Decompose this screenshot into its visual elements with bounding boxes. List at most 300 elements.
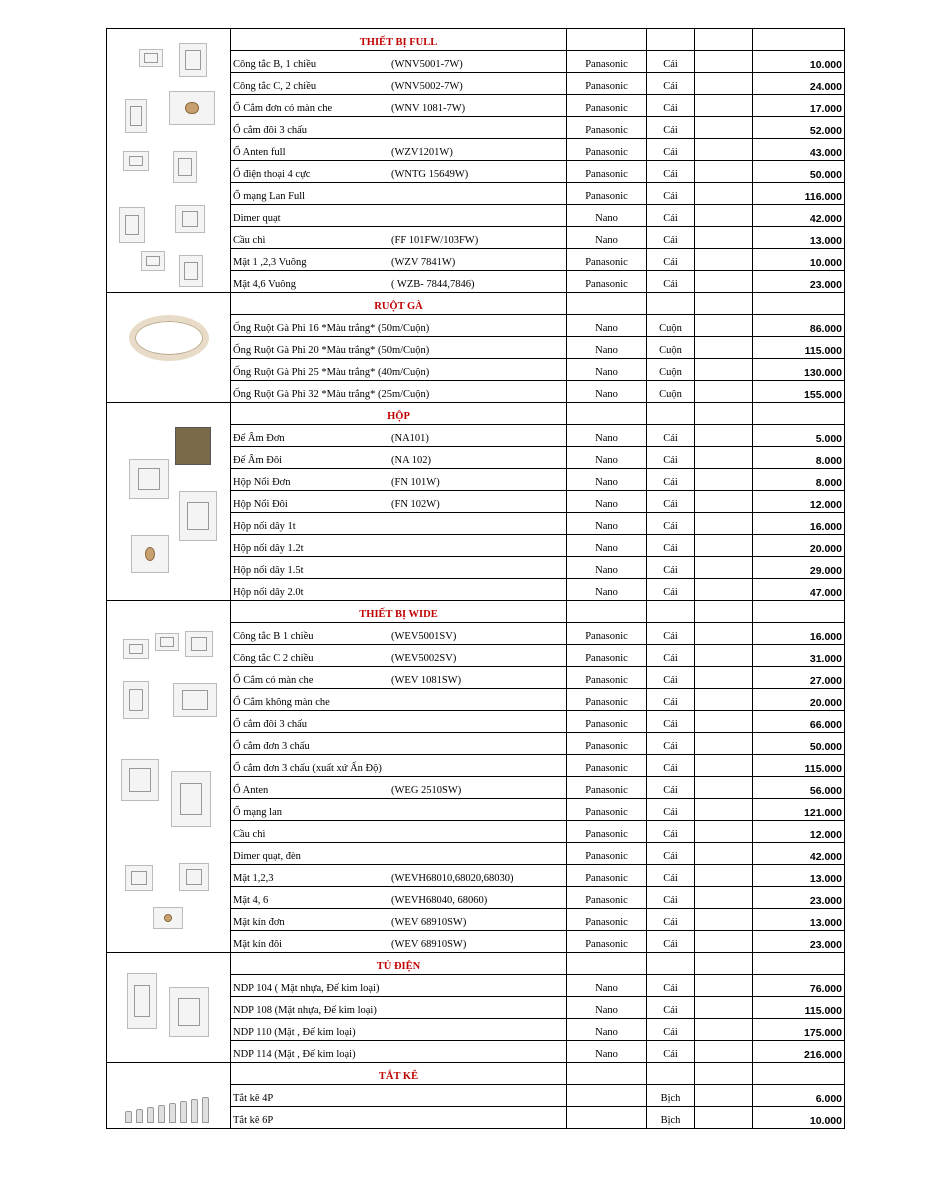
brand-cell: Panasonic — [567, 689, 647, 711]
unit-cell: Cái — [647, 447, 695, 469]
section-title: RUỘT GÀ — [231, 293, 567, 315]
section-header-row — [107, 293, 845, 315]
brand-cell: Nano — [567, 315, 647, 337]
brand-cell: Nano — [567, 469, 647, 491]
price-cell: 13.000 — [753, 227, 845, 249]
price-cell: 24.000 — [753, 73, 845, 95]
product-name-cell — [231, 997, 567, 1019]
empty-cell — [695, 799, 753, 821]
product-name: Ống Ruột Gà Phi 25 *Màu trắng* (40m/Cuộn) — [233, 367, 430, 378]
section-header-row — [107, 953, 845, 975]
conduit-coil-photo — [107, 293, 231, 403]
empty-cell — [695, 51, 753, 73]
price-cell: 10.000 — [753, 249, 845, 271]
thumbnail-group — [107, 601, 230, 952]
brand-cell: Nano — [567, 359, 647, 381]
product-name: Tắt kê 4P — [233, 1093, 274, 1104]
brand-cell: Panasonic — [567, 711, 647, 733]
empty-cell — [753, 1063, 845, 1085]
face-plate-image — [179, 255, 203, 287]
empty-cell — [695, 953, 753, 975]
product-name: NDP 108 (Mặt nhựa, Đế kim loại) — [233, 1005, 377, 1016]
product-name: Cầu chì — [233, 829, 266, 840]
product-name-cell — [231, 513, 567, 535]
product-name-cell — [231, 51, 567, 73]
product-name: Ổ cắm đơn 3 chấu (xuất xứ Ấn Độ) — [233, 763, 382, 774]
unit-cell: Cái — [647, 161, 695, 183]
product-name-cell — [231, 359, 567, 381]
empty-cell — [695, 843, 753, 865]
empty-cell — [695, 601, 753, 623]
unit-cell: Cái — [647, 689, 695, 711]
product-code: (FF 101FW/103FW) — [391, 235, 479, 246]
price-cell: 47.000 — [753, 579, 845, 601]
price-cell: 31.000 — [753, 645, 845, 667]
empty-cell — [695, 1041, 753, 1063]
price-cell: 8.000 — [753, 447, 845, 469]
product-code: (WEG 2510SW) — [391, 785, 462, 796]
wall-plug-photo — [107, 1063, 231, 1129]
flush-box-image — [175, 427, 211, 465]
thumbnail-group — [107, 953, 230, 1062]
price-cell: 10.000 — [753, 51, 845, 73]
product-code: (WEV5001SV) — [391, 631, 457, 642]
product-name-cell — [231, 73, 567, 95]
product-name-cell — [231, 777, 567, 799]
price-cell: 23.000 — [753, 887, 845, 909]
brand-cell: Panasonic — [567, 909, 647, 931]
price-cell: 76.000 — [753, 975, 845, 997]
product-name-cell — [231, 557, 567, 579]
unit-cell: Cuộn — [647, 381, 695, 403]
brand-cell: Panasonic — [567, 95, 647, 117]
section-header-row — [107, 403, 845, 425]
unit-cell: Cái — [647, 227, 695, 249]
antenna-image — [153, 907, 183, 929]
empty-cell — [567, 953, 647, 975]
brand-cell: Panasonic — [567, 183, 647, 205]
full-devices-photo — [107, 29, 231, 293]
product-name: Mặt 1,2,3 — [233, 873, 274, 884]
price-cell: 12.000 — [753, 821, 845, 843]
price-cell: 16.000 — [753, 623, 845, 645]
product-name-cell — [231, 381, 567, 403]
empty-cell — [695, 491, 753, 513]
product-name-cell — [231, 755, 567, 777]
distribution-box-photo — [107, 953, 231, 1063]
brand-cell: Nano — [567, 997, 647, 1019]
empty-cell — [695, 337, 753, 359]
empty-cell — [695, 887, 753, 909]
product-name: Ổ cắm đôi 3 chấu — [233, 719, 308, 730]
switch-image — [123, 151, 149, 171]
empty-cell — [695, 755, 753, 777]
product-code: (WEVH68010,68020,68030) — [391, 873, 514, 884]
plate-image — [119, 207, 145, 243]
unit-cell: Cái — [647, 205, 695, 227]
product-code: (WNV5001-7W) — [391, 59, 463, 70]
empty-cell — [695, 667, 753, 689]
product-name: Dimer quạt, đèn — [233, 851, 301, 862]
product-code: (NA101) — [391, 433, 429, 444]
plate-image — [171, 771, 211, 827]
brand-cell: Nano — [567, 975, 647, 997]
unit-cell: Cái — [647, 777, 695, 799]
price-cell: 20.000 — [753, 689, 845, 711]
unit-cell: Cuộn — [647, 359, 695, 381]
price-cell: 16.000 — [753, 513, 845, 535]
switch-image — [125, 865, 153, 891]
unit-cell: Cuộn — [647, 315, 695, 337]
product-name-cell — [231, 183, 567, 205]
product-name: Hộp nối dây 1.5t — [233, 565, 304, 576]
product-code: (NA 102) — [391, 455, 431, 466]
price-cell: 43.000 — [753, 139, 845, 161]
product-name: Ổ điện thoại 4 cực — [233, 169, 311, 180]
product-name-cell — [231, 975, 567, 997]
brand-cell: Nano — [567, 579, 647, 601]
price-cell: 116.000 — [753, 183, 845, 205]
product-code: (WEV 68910SW) — [391, 917, 467, 928]
product-name-cell — [231, 469, 567, 491]
empty-cell — [695, 403, 753, 425]
product-name-cell — [231, 645, 567, 667]
price-cell: 121.000 — [753, 799, 845, 821]
product-name: Công tắc C, 2 chiều — [233, 81, 317, 92]
price-cell: 175.000 — [753, 1019, 845, 1041]
product-name-cell — [231, 1041, 567, 1063]
price-cell: 52.000 — [753, 117, 845, 139]
price-cell: 27.000 — [753, 667, 845, 689]
empty-cell — [695, 161, 753, 183]
product-name-cell — [231, 337, 567, 359]
empty-cell — [695, 579, 753, 601]
plate-image — [121, 759, 159, 801]
product-code: (WNTG 15649W) — [391, 169, 469, 180]
thumbnail-group — [107, 293, 230, 402]
brand-cell: Panasonic — [567, 843, 647, 865]
product-name: Mặt 4, 6 — [233, 895, 269, 906]
empty-cell — [753, 293, 845, 315]
empty-cell — [695, 865, 753, 887]
product-code: (FN 101W) — [391, 477, 440, 488]
price-cell: 42.000 — [753, 205, 845, 227]
unit-cell: Cái — [647, 645, 695, 667]
plate-image — [173, 151, 197, 183]
unit-cell: Cái — [647, 1019, 695, 1041]
box-photos — [107, 403, 231, 601]
unit-cell: Cái — [647, 799, 695, 821]
product-name: Công tắc B, 1 chiều — [233, 59, 317, 70]
brand-cell: Nano — [567, 535, 647, 557]
switch-plate-image — [179, 43, 207, 77]
product-name: NDP 114 (Mặt , Đế kim loại) — [233, 1049, 356, 1060]
panel-box-image — [127, 973, 157, 1029]
product-name: Tắt kê 6P — [233, 1115, 274, 1126]
empty-cell — [695, 513, 753, 535]
product-name: Hộp Nổi Đôi — [233, 499, 288, 510]
product-name: Hộp nối dây 1.2t — [233, 543, 304, 554]
section-title: TỦ ĐIỆN — [231, 953, 567, 975]
product-name-cell — [231, 139, 567, 161]
price-cell: 115.000 — [753, 997, 845, 1019]
empty-cell — [647, 403, 695, 425]
product-name: Ổ Cắm có màn che — [233, 675, 314, 686]
price-table — [106, 28, 845, 1129]
unit-cell: Cái — [647, 667, 695, 689]
empty-cell — [695, 909, 753, 931]
product-name-cell — [231, 161, 567, 183]
empty-cell — [695, 29, 753, 51]
product-code: (WEV 68910SW) — [391, 939, 467, 950]
product-name-cell — [231, 733, 567, 755]
empty-cell — [695, 249, 753, 271]
section-title: THIẾT BỊ FULL — [231, 29, 567, 51]
unit-cell: Cái — [647, 249, 695, 271]
empty-cell — [567, 1063, 647, 1085]
product-name-cell — [231, 491, 567, 513]
empty-cell — [695, 95, 753, 117]
conduit-coil-image — [129, 315, 209, 361]
brand-cell: Panasonic — [567, 667, 647, 689]
product-name: Ổ cắm đôi 3 chấu — [233, 125, 308, 136]
product-name-cell — [231, 1085, 567, 1107]
empty-cell — [695, 975, 753, 997]
empty-cell — [695, 293, 753, 315]
brand-cell: Panasonic — [567, 821, 647, 843]
unit-cell: Cái — [647, 513, 695, 535]
product-name-cell — [231, 689, 567, 711]
brand-cell: Panasonic — [567, 799, 647, 821]
product-name-cell — [231, 667, 567, 689]
product-code: (WEVH68040, 68060) — [391, 895, 488, 906]
switch-image — [155, 633, 179, 651]
brand-cell: Panasonic — [567, 139, 647, 161]
brand-cell: Nano — [567, 491, 647, 513]
empty-cell — [695, 139, 753, 161]
brand-cell: Panasonic — [567, 161, 647, 183]
product-code: ( WZB- 7844,7846) — [391, 279, 475, 290]
empty-cell — [695, 271, 753, 293]
brand-cell: Panasonic — [567, 865, 647, 887]
product-name-cell — [231, 271, 567, 293]
product-name: Ổ Anten full — [233, 147, 286, 158]
price-cell: 155.000 — [753, 381, 845, 403]
brand-cell: Nano — [567, 1019, 647, 1041]
product-name-cell — [231, 843, 567, 865]
price-cell: 8.000 — [753, 469, 845, 491]
product-name-cell — [231, 227, 567, 249]
empty-cell — [567, 403, 647, 425]
panel-box-image — [169, 987, 209, 1037]
empty-cell — [695, 205, 753, 227]
empty-cell — [753, 953, 845, 975]
unit-cell: Cái — [647, 865, 695, 887]
product-name-cell — [231, 249, 567, 271]
product-name: Công tắc B 1 chiều — [233, 631, 314, 642]
product-code: (WZV 7841W) — [391, 257, 456, 268]
product-code: (WEV5002SV) — [391, 653, 457, 664]
double-plate-image — [173, 683, 217, 717]
product-code: (WNV 1081-7W) — [391, 103, 466, 114]
unit-cell: Cái — [647, 997, 695, 1019]
unit-cell: Cái — [647, 623, 695, 645]
price-cell: 115.000 — [753, 337, 845, 359]
brand-cell: Panasonic — [567, 73, 647, 95]
unit-cell: Cái — [647, 975, 695, 997]
section-title: HỘP — [231, 403, 567, 425]
empty-cell — [567, 29, 647, 51]
price-cell: 29.000 — [753, 557, 845, 579]
product-name-cell — [231, 909, 567, 931]
product-name: Dimer quạt — [233, 213, 281, 224]
socket-image — [185, 631, 213, 657]
product-name: Ống Ruột Gà Phi 20 *Màu trắng* (50m/Cuộn) — [233, 345, 430, 356]
price-cell: 17.000 — [753, 95, 845, 117]
product-name: NDP 104 ( Mặt nhựa, Đế kim loại) — [233, 983, 380, 994]
brand-cell: Panasonic — [567, 733, 647, 755]
unit-cell: Cái — [647, 1041, 695, 1063]
price-cell: 216.000 — [753, 1041, 845, 1063]
unit-cell: Cái — [647, 821, 695, 843]
product-name-cell — [231, 579, 567, 601]
product-code: (WEV 1081SW) — [391, 675, 462, 686]
face-plate-image — [141, 251, 165, 271]
empty-cell — [695, 733, 753, 755]
product-name-cell — [231, 95, 567, 117]
antenna-socket-image — [169, 91, 215, 125]
product-name: Mặt kín đôi — [233, 939, 282, 950]
plate-image — [123, 681, 149, 719]
unit-cell: Cái — [647, 51, 695, 73]
product-name: Ổ Anten — [233, 785, 269, 796]
junction-box-image — [131, 535, 169, 573]
empty-cell — [695, 315, 753, 337]
wall-plug-image — [125, 1087, 209, 1123]
empty-cell — [695, 821, 753, 843]
product-code: (WZV1201W) — [391, 147, 453, 158]
unit-cell: Bịch — [647, 1107, 695, 1129]
price-cell: 50.000 — [753, 161, 845, 183]
empty-cell — [695, 425, 753, 447]
product-code: (WNV5002-7W) — [391, 81, 463, 92]
brand-cell: Panasonic — [567, 51, 647, 73]
unit-cell: Cái — [647, 95, 695, 117]
price-cell: 130.000 — [753, 359, 845, 381]
price-cell: 12.000 — [753, 491, 845, 513]
section-header-row — [107, 29, 845, 51]
brand-cell: Nano — [567, 381, 647, 403]
price-cell: 23.000 — [753, 931, 845, 953]
empty-cell — [647, 293, 695, 315]
empty-cell — [695, 711, 753, 733]
empty-cell — [753, 403, 845, 425]
unit-cell: Cuộn — [647, 337, 695, 359]
product-name-cell — [231, 1019, 567, 1041]
price-cell: 23.000 — [753, 271, 845, 293]
product-name: Ổ cắm đơn 3 chấu — [233, 741, 310, 752]
price-cell: 13.000 — [753, 865, 845, 887]
product-name: Ổ mạng lan — [233, 807, 282, 818]
unit-cell: Cái — [647, 711, 695, 733]
brand-cell: Nano — [567, 557, 647, 579]
empty-cell — [695, 623, 753, 645]
price-cell: 66.000 — [753, 711, 845, 733]
brand-cell: Panasonic — [567, 931, 647, 953]
product-name: Ổ Cắm không màn che — [233, 697, 330, 708]
product-name: Mặt kín đơn — [233, 917, 285, 928]
empty-cell — [647, 29, 695, 51]
unit-cell: Cái — [647, 755, 695, 777]
product-name: Ống Ruột Gà Phi 32 *Màu trắng* (25m/Cuộn) — [233, 389, 430, 400]
product-name-cell — [231, 535, 567, 557]
product-name-cell — [231, 447, 567, 469]
price-cell: 115.000 — [753, 755, 845, 777]
empty-cell — [567, 293, 647, 315]
empty-cell — [695, 469, 753, 491]
product-name-cell — [231, 799, 567, 821]
unit-cell: Cái — [647, 425, 695, 447]
brand-cell: Panasonic — [567, 755, 647, 777]
empty-cell — [695, 997, 753, 1019]
product-name-cell — [231, 865, 567, 887]
product-name: Ổ Cắm đơn có màn che — [233, 103, 333, 114]
product-name-cell — [231, 425, 567, 447]
unit-cell: Cái — [647, 579, 695, 601]
product-code: (FN 102W) — [391, 499, 440, 510]
price-cell: 5.000 — [753, 425, 845, 447]
unit-cell: Cái — [647, 139, 695, 161]
unit-cell: Cái — [647, 183, 695, 205]
price-cell: 56.000 — [753, 777, 845, 799]
price-cell: 6.000 — [753, 1085, 845, 1107]
unit-cell: Cái — [647, 271, 695, 293]
empty-cell — [647, 1063, 695, 1085]
product-name: Cầu chì — [233, 235, 266, 246]
unit-cell: Cái — [647, 557, 695, 579]
brand-cell: Nano — [567, 227, 647, 249]
plate-image — [125, 99, 147, 133]
product-name-cell — [231, 821, 567, 843]
empty-cell — [647, 601, 695, 623]
brand-cell: Nano — [567, 447, 647, 469]
price-cell: 10.000 — [753, 1107, 845, 1129]
empty-cell — [647, 953, 695, 975]
price-cell: 13.000 — [753, 909, 845, 931]
plate-image — [179, 863, 209, 891]
thumbnail-group — [107, 29, 230, 292]
empty-cell — [695, 535, 753, 557]
brand-cell: Nano — [567, 337, 647, 359]
socket-image — [175, 205, 205, 233]
product-name: Ống Ruột Gà Phi 16 *Màu trắng* (50m/Cuộn) — [233, 323, 430, 334]
unit-cell: Cái — [647, 887, 695, 909]
product-name: Mặt 1 ,2,3 Vuông — [233, 257, 307, 268]
empty-cell — [695, 227, 753, 249]
product-name-cell — [231, 623, 567, 645]
brand-cell — [567, 1085, 647, 1107]
empty-cell — [695, 73, 753, 95]
empty-cell — [695, 1019, 753, 1041]
product-name-cell — [231, 205, 567, 227]
empty-cell — [695, 381, 753, 403]
unit-cell: Cái — [647, 843, 695, 865]
product-name: Ổ mạng Lan Full — [233, 191, 306, 202]
brand-cell — [567, 1107, 647, 1129]
product-name: Đế Âm Đôi — [233, 455, 282, 466]
empty-cell — [695, 931, 753, 953]
product-name: Mặt 4,6 Vuông — [233, 279, 297, 290]
